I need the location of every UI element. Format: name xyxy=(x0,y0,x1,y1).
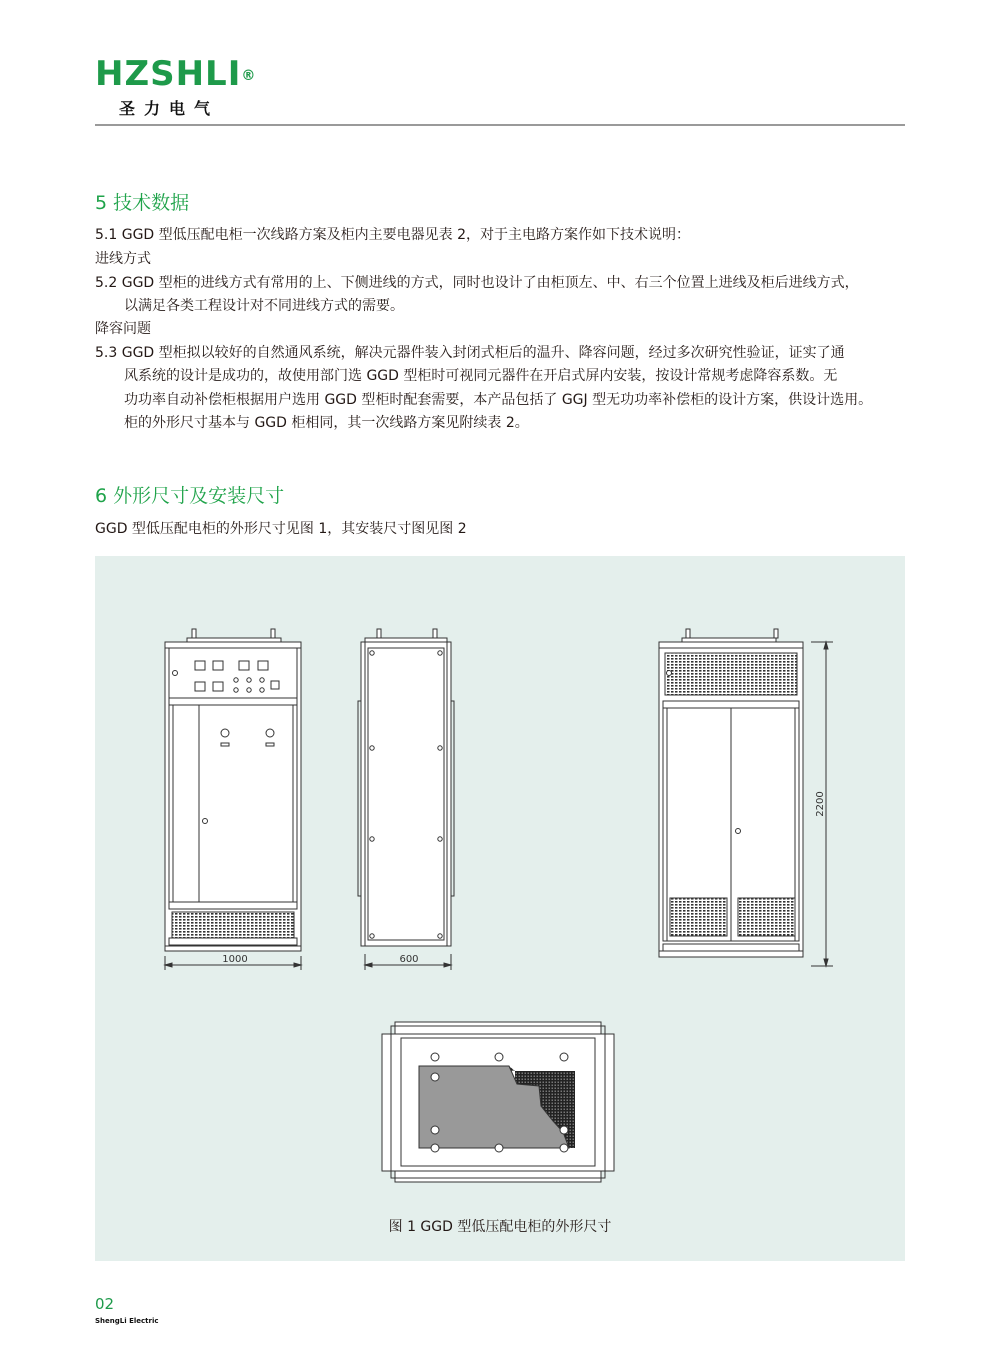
header-divider xyxy=(95,124,905,126)
cabinet-drawing xyxy=(95,556,905,1261)
paragraph-5-2-line1: 5.2 GGD 型柜的进线方式有常用的上、下侧进线的方式，同时也设计了由柜顶左、中、右三个位置上进线及柜后进线方式， xyxy=(95,275,859,291)
section5-title: 5 技术数据 xyxy=(95,192,190,214)
logo-text: HZSHLI xyxy=(95,54,242,94)
height-dimension-label: 2200 xyxy=(815,791,826,817)
section6-title: 6 外形尺寸及安装尺寸 xyxy=(95,485,285,507)
depth-dimension-label: 600 xyxy=(399,954,419,965)
subheading-incoming-line: 进线方式 xyxy=(95,251,151,267)
footer-brand: ShengLi Electric xyxy=(95,1317,159,1325)
paragraph-5-2-line2: 以满足各类工程设计对不同进线方式的需要。 xyxy=(124,298,404,314)
paragraph-5-3-line1: 5.3 GGD 型柜拟以较好的自然通风系统，解决元器件装入封闭式柜后的温升、降容问题，经过多次研究性验证，证实了通 xyxy=(95,345,845,361)
section6-intro: GGD 型低压配电柜的外形尺寸见图 1，其安装尺寸图见图 2 xyxy=(95,521,467,537)
plan-view xyxy=(382,1022,614,1182)
figure-cabinet-dimensions xyxy=(95,556,905,1261)
paragraph-5-3-line4: 柜的外形尺寸基本与 GGD 柜相同，其一次线路方案见附续表 2。 xyxy=(124,415,529,431)
paragraph-5-3-line3: 功功率自动补偿柜根据用户选用 GGD 型柜时配套需要，本产品包括了 GGJ 型无功功率补偿柜的设计方案，供设计选用。 xyxy=(124,392,873,408)
paragraph-5-3-line2: 风系统的设计是成功的，故使用部门选 GGD 型柜时可视同元器件在开启式屏内安装，按设计常规考虑降容系数。无 xyxy=(124,368,838,384)
front-view xyxy=(165,629,301,951)
brand-logo xyxy=(95,56,256,119)
side-view xyxy=(358,629,454,946)
figure-caption: 图 1 GGD 型低压配电柜的外形尺寸 xyxy=(388,1219,612,1235)
page-number: 02 xyxy=(95,1295,115,1313)
logo-subtitle: 圣力电气 xyxy=(119,99,220,118)
width-dimension-label: 1000 xyxy=(222,954,248,965)
paragraph-5-1: 5.1 GGD 型低压配电柜一次线路方案及柜内主要电器见表 2，对于主电路方案作如下技术说明： xyxy=(95,227,690,243)
rear-view xyxy=(659,629,803,957)
registered-mark: ® xyxy=(241,68,257,84)
subheading-derating: 降容问题 xyxy=(95,321,151,337)
